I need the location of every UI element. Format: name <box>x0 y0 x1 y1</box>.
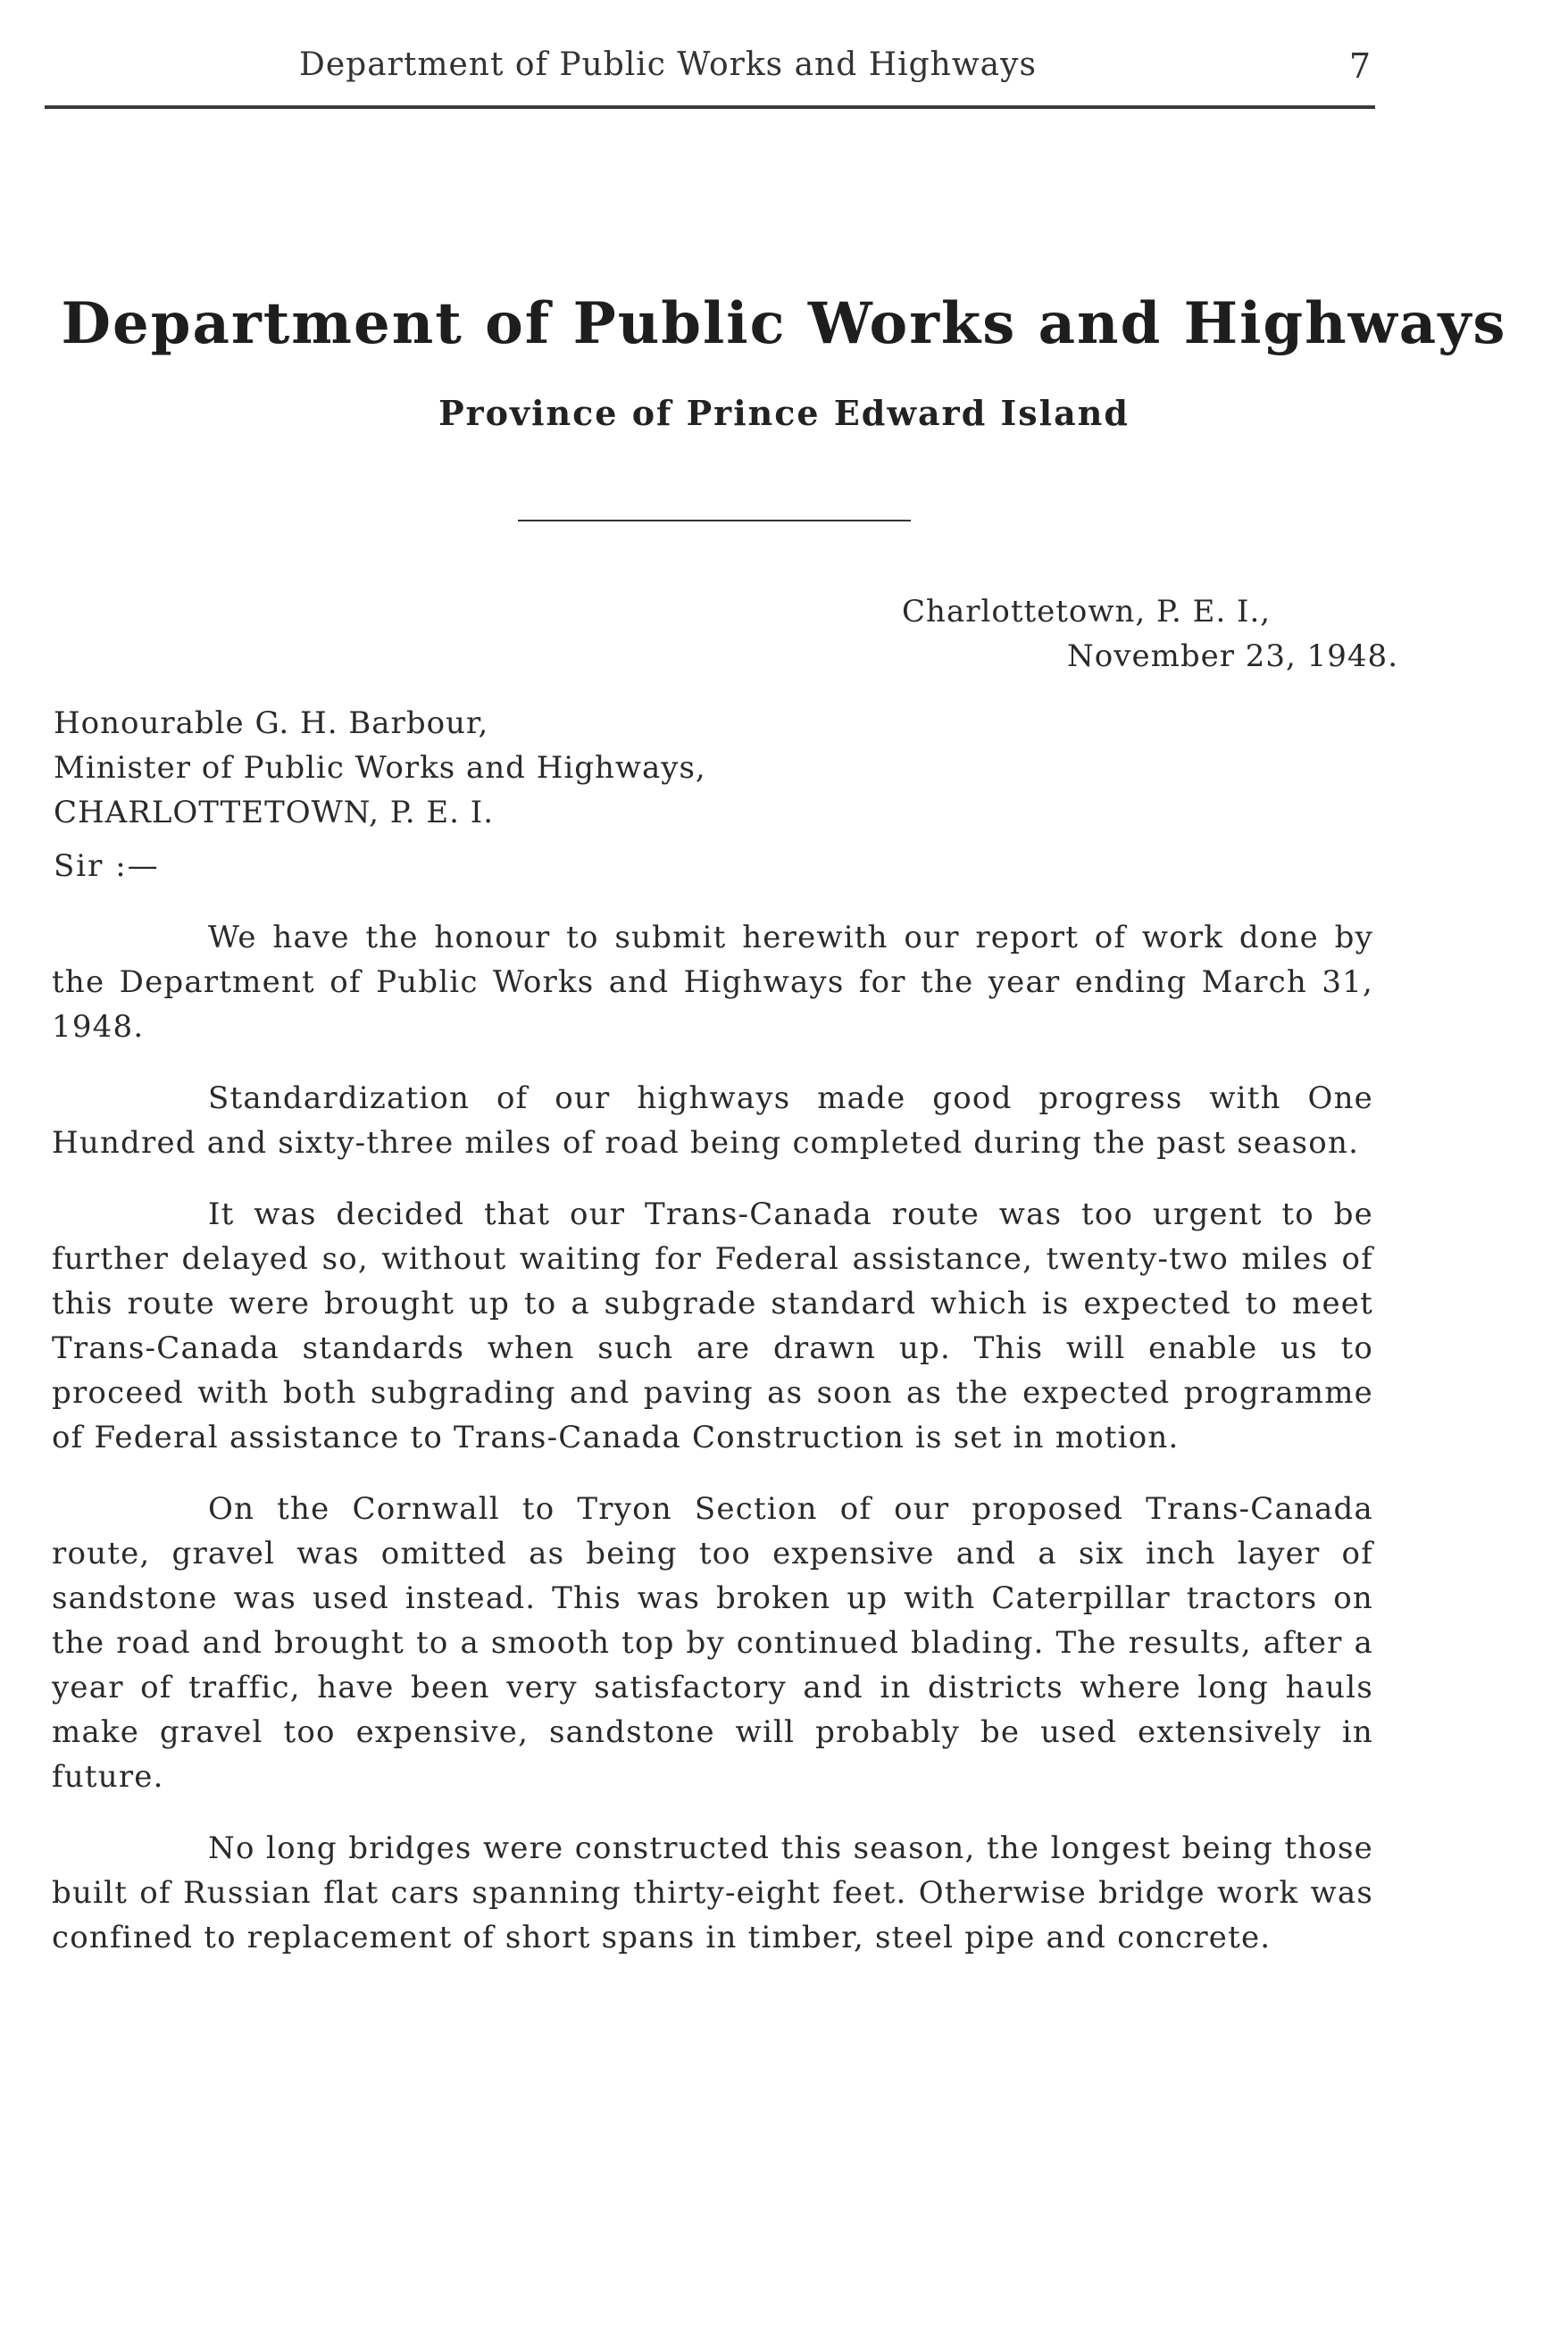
dateline <box>902 589 1398 679</box>
paragraph: It was decided that our Trans-Canada route was too urgent to be further delayed so, without waiting for Federal assistance, twenty-two miles of this route were brought up to a subgrade standard which is expected to meet Trans-Canada standards when such are drawn up. This will enable us to proceed with both subgrading and paving as soon as the expected programme of Federal assistance to Trans-Canada Construction is set in motion. <box>52 1196 1373 1455</box>
paragraph: We have the honour to submit herewith our report of work done by the Department of Public Works and Highways for the year ending March 31, 1948. <box>52 920 1373 1045</box>
document-subtitle: Province of Prince Edward Island <box>438 393 1130 433</box>
running-header <box>49 46 1371 100</box>
address-line: Honourable G. H. Barbour, <box>54 705 489 741</box>
dateline-date: November 23, 1948. <box>1067 638 1398 674</box>
dateline-place: Charlottetown, P. E. I., <box>902 594 1272 629</box>
paragraph: Standardization of our highways made good progress with One Hundred and sixty-three miles of road being completed during the past season. <box>52 1080 1373 1161</box>
paragraph: No long bridges were constructed this season, the longest being those built of Russian flat cars spanning thirty-eight feet. Otherwise bridge work was confined to replacement of short spans in timber, steel pipe and concrete. <box>52 1830 1373 1955</box>
title-divider <box>518 520 911 521</box>
page-number: 7 <box>1348 46 1371 86</box>
recipient-address <box>54 701 706 835</box>
header-rule <box>45 105 1375 109</box>
letter-body <box>52 915 1373 1987</box>
running-title: Department of Public Works and Highways <box>299 46 1037 83</box>
address-line: Minister of Public Works and Highways, <box>54 750 706 786</box>
salutation: Sir :— <box>54 848 160 884</box>
paragraph: On the Cornwall to Tryon Section of our proposed Trans-Canada route, gravel was omitted as being too expensive and a six inch layer of sandstone was used instead. This was broken up with Caterpillar tractors on the road and brought to a smooth top by continued blading. The results, after a year of traffic, have been very satisfactory and in districts where long hauls make gravel too expensive, sandstone will probably be used extensively in future. <box>52 1491 1373 1795</box>
address-line: CHARLOTTETOWN, P. E. I. <box>54 795 495 830</box>
document-title: Department of Public Works and Highways <box>61 290 1507 357</box>
